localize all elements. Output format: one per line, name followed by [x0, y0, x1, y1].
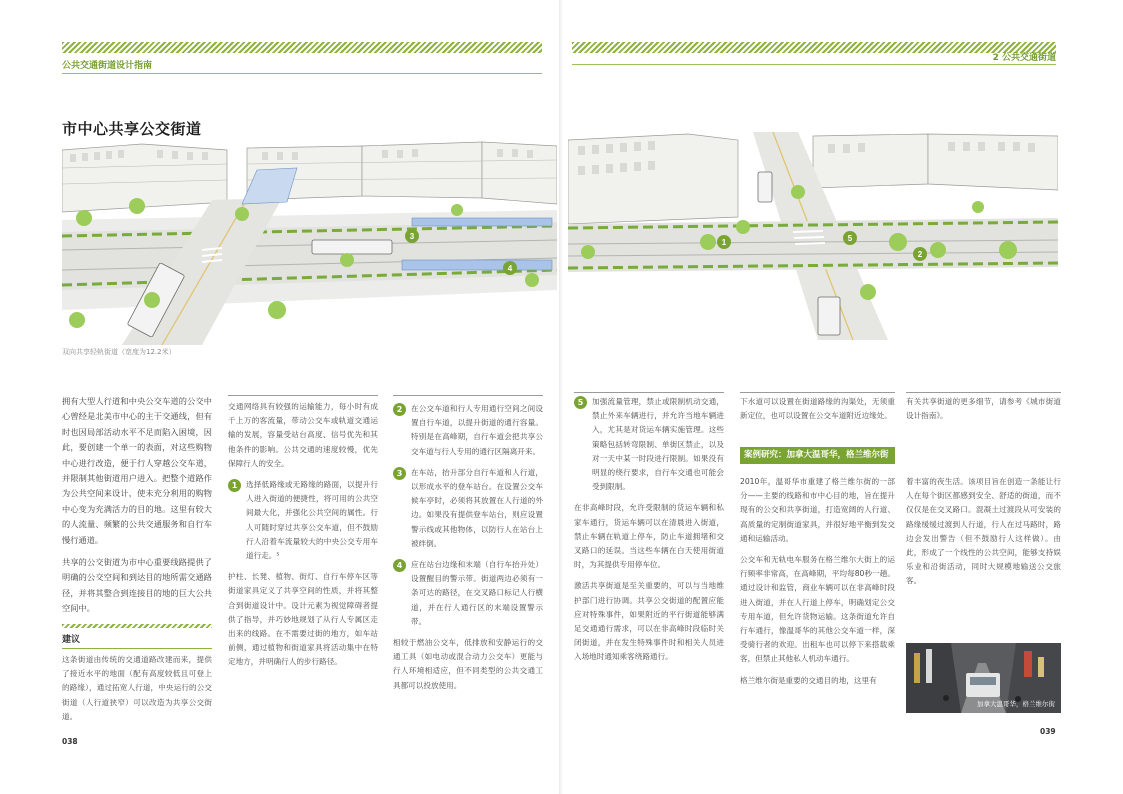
right-col2-para-1: 下水道可以设置在街道路缘的沟渠处，无须重新定位，也可以设置在公交车道附近边缘处。: [740, 397, 895, 421]
right-column-1: [574, 395, 724, 672]
numbered-item-5: [574, 395, 724, 494]
granville-street-photo: [906, 643, 1061, 713]
section-hatch-rule: [62, 624, 212, 628]
column-3-rule: [393, 395, 543, 396]
lead-paragraph-1: 拥有大型人行道和中央公交车道的公交中心曾经是北美市中心的主干交通线，但有时也因局部活动水平不足而陷入困境，因此，要创建一个单一的表面，对这些购物中心进行改造，便于行人穿越公交车道，并限制其他街道用户进入。把整个道路作为公共空间来设计，使未充分利用的购物中心变为充满活力的目的地。这里有较大的人流量、频繁的公共交通服务和自行车慢行通道。: [62, 396, 212, 545]
header-hatch-bar: [62, 42, 542, 53]
header-rule: [62, 73, 542, 74]
callout-1: 1: [721, 238, 727, 247]
column-3: [393, 402, 543, 700]
number-badge-5: 5: [574, 396, 587, 409]
left-page: [0, 0, 561, 794]
header-rule-right: [572, 64, 1056, 65]
right-col1-para-3: 激活共享街道是至关重要的，可以与当地维护部门进行协调。共享公交街道的配置应能应对特殊事件，如果附近的平行街道能够满足交通通行需求，可以在非高峰时段临时关闭街道，并在发生特殊事件时和相关人员进入场地时通知乘客绕路通行。: [574, 581, 724, 662]
right-column-2-rule: [740, 392, 895, 393]
right-col2-para-2: 2010年，温哥华市重建了格兰维尔街的一部分——主要的线路和市中心目的地，旨在提升现有的公交和共享街道，打造宽阔的人行道、高质量的定制街道家具，并很好地平衡到发交通和运输活动。: [740, 477, 895, 543]
street-illustration: [62, 140, 557, 345]
running-header: 公共交通街道设计指南: [62, 61, 153, 71]
street-illustration-right: [568, 132, 1058, 340]
running-header-right: 2 公共交通街道: [992, 53, 1056, 63]
numbered-item-3: [393, 466, 543, 551]
col3-after: 相较于燃油公交车，低排放和安静运行的交通工具（如电动或混合动力公交车）更能与行人环境相适应，但不同类型的公共交通工具都可以投放使用。: [393, 638, 543, 690]
page-title: 市中心共享公交街道: [62, 120, 202, 138]
case-study-heading: 案例研究：加拿大温哥华，格兰维尔街: [740, 447, 895, 464]
right-col3-para-1: 有关共享街道的更多细节，请参考《城市街道设计指南》。: [906, 397, 1061, 421]
right-col2-para-3: 公交车和无轨电车服务在格兰维尔大街上的运行频率非常高，在高峰期，平均每80秒一趟。通过设计和监管，商业车辆可以在非高峰时段进入街道，并在人行道上停车，明确划定公交专用车道，但允许货物运输。这条街道允许自行车通行，像温哥华的其他公交车道一样，深受骑行者的欢迎。出租车也可以停下来搭载乘客，但禁止其他私人机动车通行。: [740, 555, 895, 664]
numbered-item-4-text: 应在站台边缘和末端（自行车抬升处）设置醒目的警示带。街道两边必须有一条可达的路径，在交叉路口标记人行横道，并在行人通行区的末端设置警示带。: [411, 560, 543, 626]
right-column-2: [740, 475, 895, 695]
photo-caption: 加拿大温哥华，格兰维尔街: [977, 700, 1055, 708]
numbered-item-1: [228, 478, 378, 563]
numbered-item-1-text: 选择低路缘或无路缘的路面，以提升行人进入街道的便捷性，将可用的公共空间最大化，并强化公共空间的属性。行人可随时穿过共享公交车道，但不鼓励行人沿着车流量较大的中央公交专用车道行走。⁵: [246, 480, 378, 561]
callout-2: 2: [917, 250, 923, 259]
right-col2-para-4: 格兰维尔街是重要的交通目的地，这里有: [740, 675, 877, 685]
illustration-caption: 双向共享轻轨街道（宽度为12.2米）: [62, 348, 176, 356]
callout-5: 5: [847, 234, 853, 243]
right-col3-para-2: 着丰富的夜生活。该项目旨在创造一条能让行人在每个街区都感到安全、舒适的街道，而不仅仅是在交叉路口。混凝土过渡段从可安装的路缘缓缓过渡到人行道，行人在过马路时，路边会发出警告（但不鼓励行人这样做）。由此，形成了一个线性的公共空间，能够支持娱乐业和沿街活动，同时大规模地输送公交旅客。: [906, 477, 1061, 586]
numbered-item-5-text: 加强流量管理，禁止或限制机动交通，禁止外来车辆进行，并允许当地车辆进入，尤其是对货运车辆实施管理。这些策略包括转弯限制、单街区禁止，以及对一天中某一时段进行限制。如果没有明显的绕行要求，自行车交通也可能会受到限制。: [592, 397, 724, 492]
number-badge-4: 4: [393, 559, 406, 572]
column-1: [62, 394, 212, 624]
callout-3: 3: [409, 232, 415, 241]
numbered-item-2-text: 在公交车道和行人专用通行空间之间设置自行车道，以提升街道的通行容量。特别是在高峰期，自行车道会把共享公交车道与行人专用的通行区隔离开来。: [411, 404, 543, 456]
recommend-heading: 建议: [62, 635, 81, 645]
page-number-left: 038: [62, 737, 78, 746]
recommend-text: 这条街道由传统的交通道路改建而来，提供了接近水平的地面（配有高度较低且可登上的路缘），通过拓宽人行道，中央运行的公交街道（人行道狭窄）可以改造为共享公交街道。: [62, 655, 212, 721]
column-2: [228, 400, 378, 677]
column-2-rule: [228, 395, 378, 396]
page-number-right: 039: [1040, 727, 1056, 736]
right-column-1-rule: [574, 392, 724, 393]
number-badge-1: 1: [228, 479, 241, 492]
number-badge-2: 2: [393, 403, 406, 416]
right-col1-para-2: 在非高峰时段，允许受限制的货运车辆和私家车通行，货运车辆可以在清晨进入街道，禁止车辆在轨道上停车，防止车道拥堵和交叉路口的延误。当这些车辆在白天使用街道时，为其提供专用停车位。: [574, 503, 724, 570]
right-column-3-rule: [906, 392, 1061, 393]
numbered-item-4: [393, 558, 543, 629]
lead-paragraph-2: 共享的公交街道为市中心重要线路提供了明确的公交空间和到达目的地所需交通路径，并将其整合到连接目的地的巨大公共空间中。: [62, 557, 212, 614]
numbered-item-2: [393, 402, 543, 459]
number-badge-3: 3: [393, 467, 406, 480]
section-rule: [62, 648, 212, 649]
col2-after: 护柱、长凳、植物、街灯、自行车停车区等街道家具定义了共享空间的性质，并将其整合到街道设计中。设计元素为视觉障碍者提供了指导，并巧妙地规划了从行人专属区走出来的线路。在不需要过街的地方，如车站前侧，通过植物和街道家具将活动集中在特定地方，并明确行人的步行路径。: [228, 572, 378, 667]
col2-intro: 交通网络具有较强的运输能力，每小时有成千上万的客流量，带动公交车或轨道交通运输的发展，容量受站台高度、信号优先和其他条件的影响。公共交通的速度较慢，优先保障行人的安全。: [228, 402, 378, 468]
numbered-item-3-text: 在车站，抬升部分自行车道和人行道，以形成水平的登车站台。在设置公交车候车亭时，必须将其放置在人行道的外边。如果没有提供登车站台，则应设置警示线或其他物体，以防行人在站台上被绊倒。: [411, 467, 543, 548]
callout-4: 4: [507, 264, 513, 273]
